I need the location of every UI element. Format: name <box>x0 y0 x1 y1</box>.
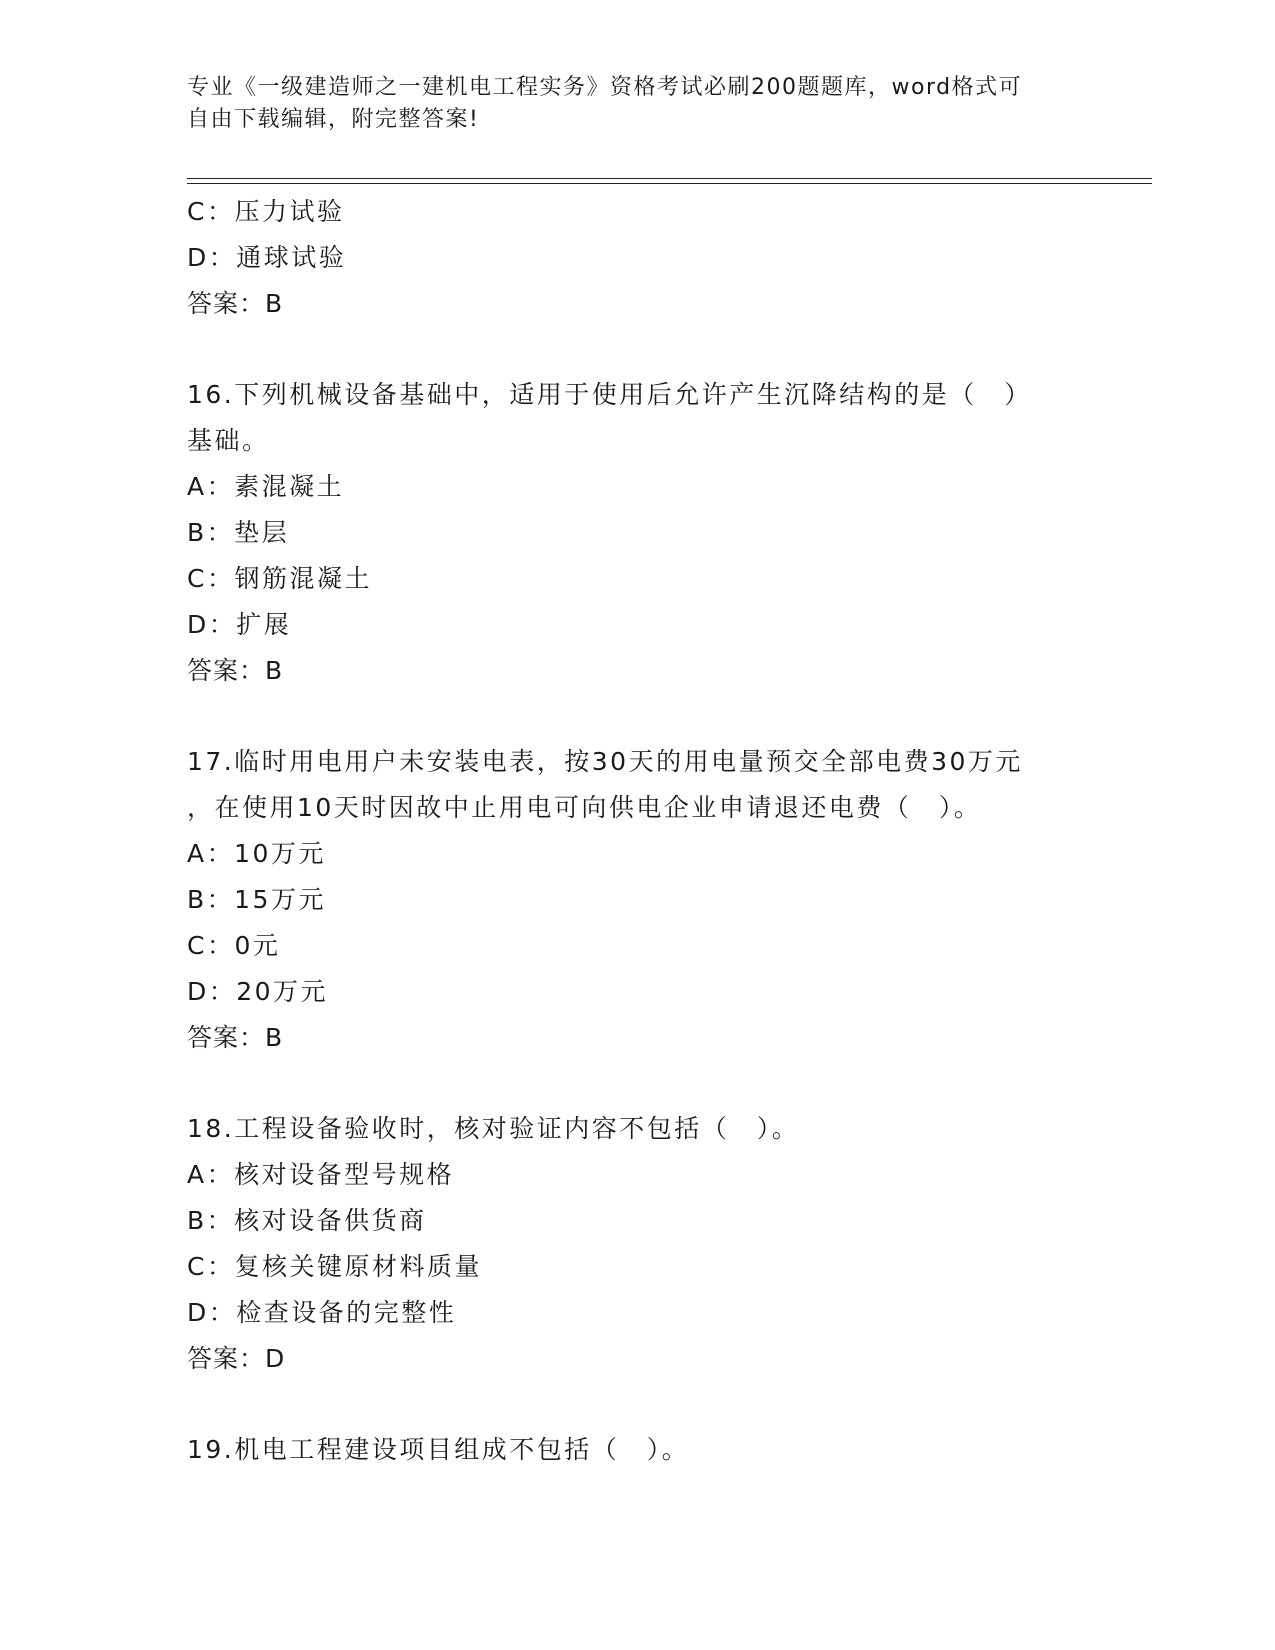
question-19 <box>187 1427 1087 1473</box>
question-spacer <box>187 1382 1087 1427</box>
question-stem-continued: 基础。 <box>187 426 270 455</box>
question-16 <box>187 372 1087 694</box>
answer-line: 答案：B <box>187 1023 284 1052</box>
answer-line: 答案：D <box>187 1344 286 1373</box>
question-spacer <box>187 694 1087 739</box>
question-stem: 19.机电工程建设项目组成不包括（ ）。 <box>187 1435 690 1464</box>
question-stem: 16.下列机械设备基础中，适用于使用后允许产生沉降结构的是（ ） <box>187 380 1032 409</box>
question-list <box>187 189 1087 1473</box>
question-spacer <box>187 1061 1087 1106</box>
option-d: D：通球试验 <box>187 243 347 272</box>
option-c: C：复核关键原材料质量 <box>187 1252 482 1281</box>
option-d: D：扩展 <box>187 610 292 639</box>
option-a: A：核对设备型号规格 <box>187 1160 455 1189</box>
question-stem-continued: ，在使用10天时因故中止用电可向供电企业申请退还电费（ ）。 <box>187 793 982 822</box>
question-spacer <box>187 327 1087 372</box>
option-a: A：素混凝土 <box>187 472 345 501</box>
option-d: D：20万元 <box>187 977 329 1006</box>
option-b: B：垫层 <box>187 518 290 547</box>
header-line-1: 专业《一级建造师之一建机电工程实务》资格考试必刷200题题库，word格式可 <box>187 75 1023 100</box>
question-15-tail <box>187 189 1087 327</box>
question-stem: 17.临时用电用户未安装电表，按30天的用电量预交全部电费30万元 <box>187 747 1023 776</box>
answer-line: 答案：B <box>187 656 284 685</box>
answer-line: 答案：B <box>187 289 284 318</box>
question-18 <box>187 1106 1087 1382</box>
option-d: D：检查设备的完整性 <box>187 1298 457 1327</box>
option-b: B：15万元 <box>187 885 326 914</box>
option-a: A：10万元 <box>187 839 326 868</box>
document-header <box>187 72 1067 136</box>
header-line-2: 自由下载编辑，附完整答案! <box>187 107 480 132</box>
header-divider-top <box>187 178 1152 179</box>
header-divider-bottom <box>187 183 1152 184</box>
option-c: C：压力试验 <box>187 197 345 226</box>
option-b: B：核对设备供货商 <box>187 1206 427 1235</box>
option-c: C：钢筋混凝土 <box>187 564 372 593</box>
question-stem: 18.工程设备验收时，核对验证内容不包括（ ）。 <box>187 1114 800 1143</box>
option-c: C：0元 <box>187 931 281 960</box>
question-17 <box>187 739 1087 1061</box>
